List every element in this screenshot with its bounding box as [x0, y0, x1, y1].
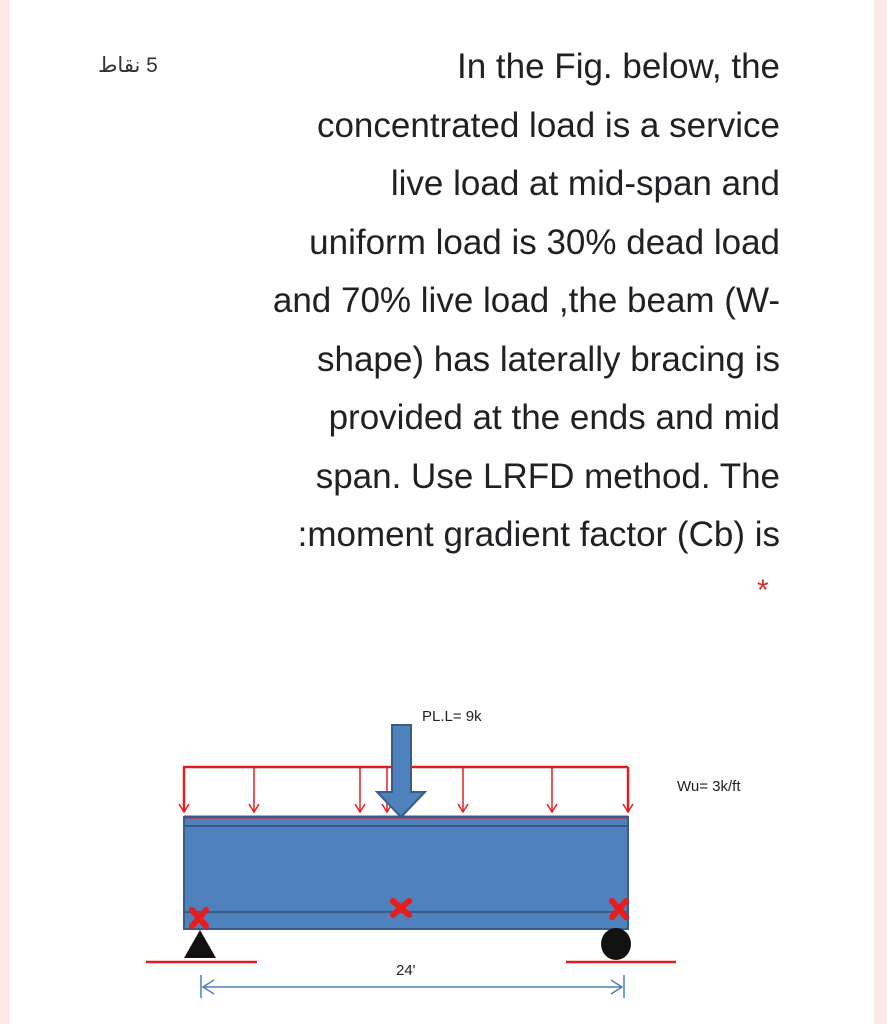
- question-line: uniform load is 30% dead load: [309, 222, 780, 262]
- point-load-arrow: [377, 725, 425, 817]
- question-line: provided at the ends and mid: [328, 398, 780, 437]
- required-asterisk: *: [757, 574, 769, 607]
- points-label: 5 نقاط: [98, 54, 158, 77]
- question-line: :moment gradient factor (Cb) is: [297, 515, 780, 554]
- roller-support: [601, 928, 631, 960]
- question-line: and 70% live load ,the beam (W-: [272, 281, 780, 320]
- question-line: concentrated load is a service: [316, 105, 780, 145]
- question-line: span. Use LRFD method. The: [315, 456, 780, 496]
- span-label: 24': [396, 962, 416, 979]
- question-line: shape) has laterally bracing is: [316, 339, 780, 379]
- pin-support: [184, 930, 216, 958]
- distributed-load-label: Wu= 3k/ft: [677, 778, 741, 795]
- point-load-label: PL.L= 9k: [422, 708, 482, 725]
- question-line: In the Fig. below, the: [457, 47, 780, 86]
- question-line: live load at mid-span and: [390, 164, 780, 203]
